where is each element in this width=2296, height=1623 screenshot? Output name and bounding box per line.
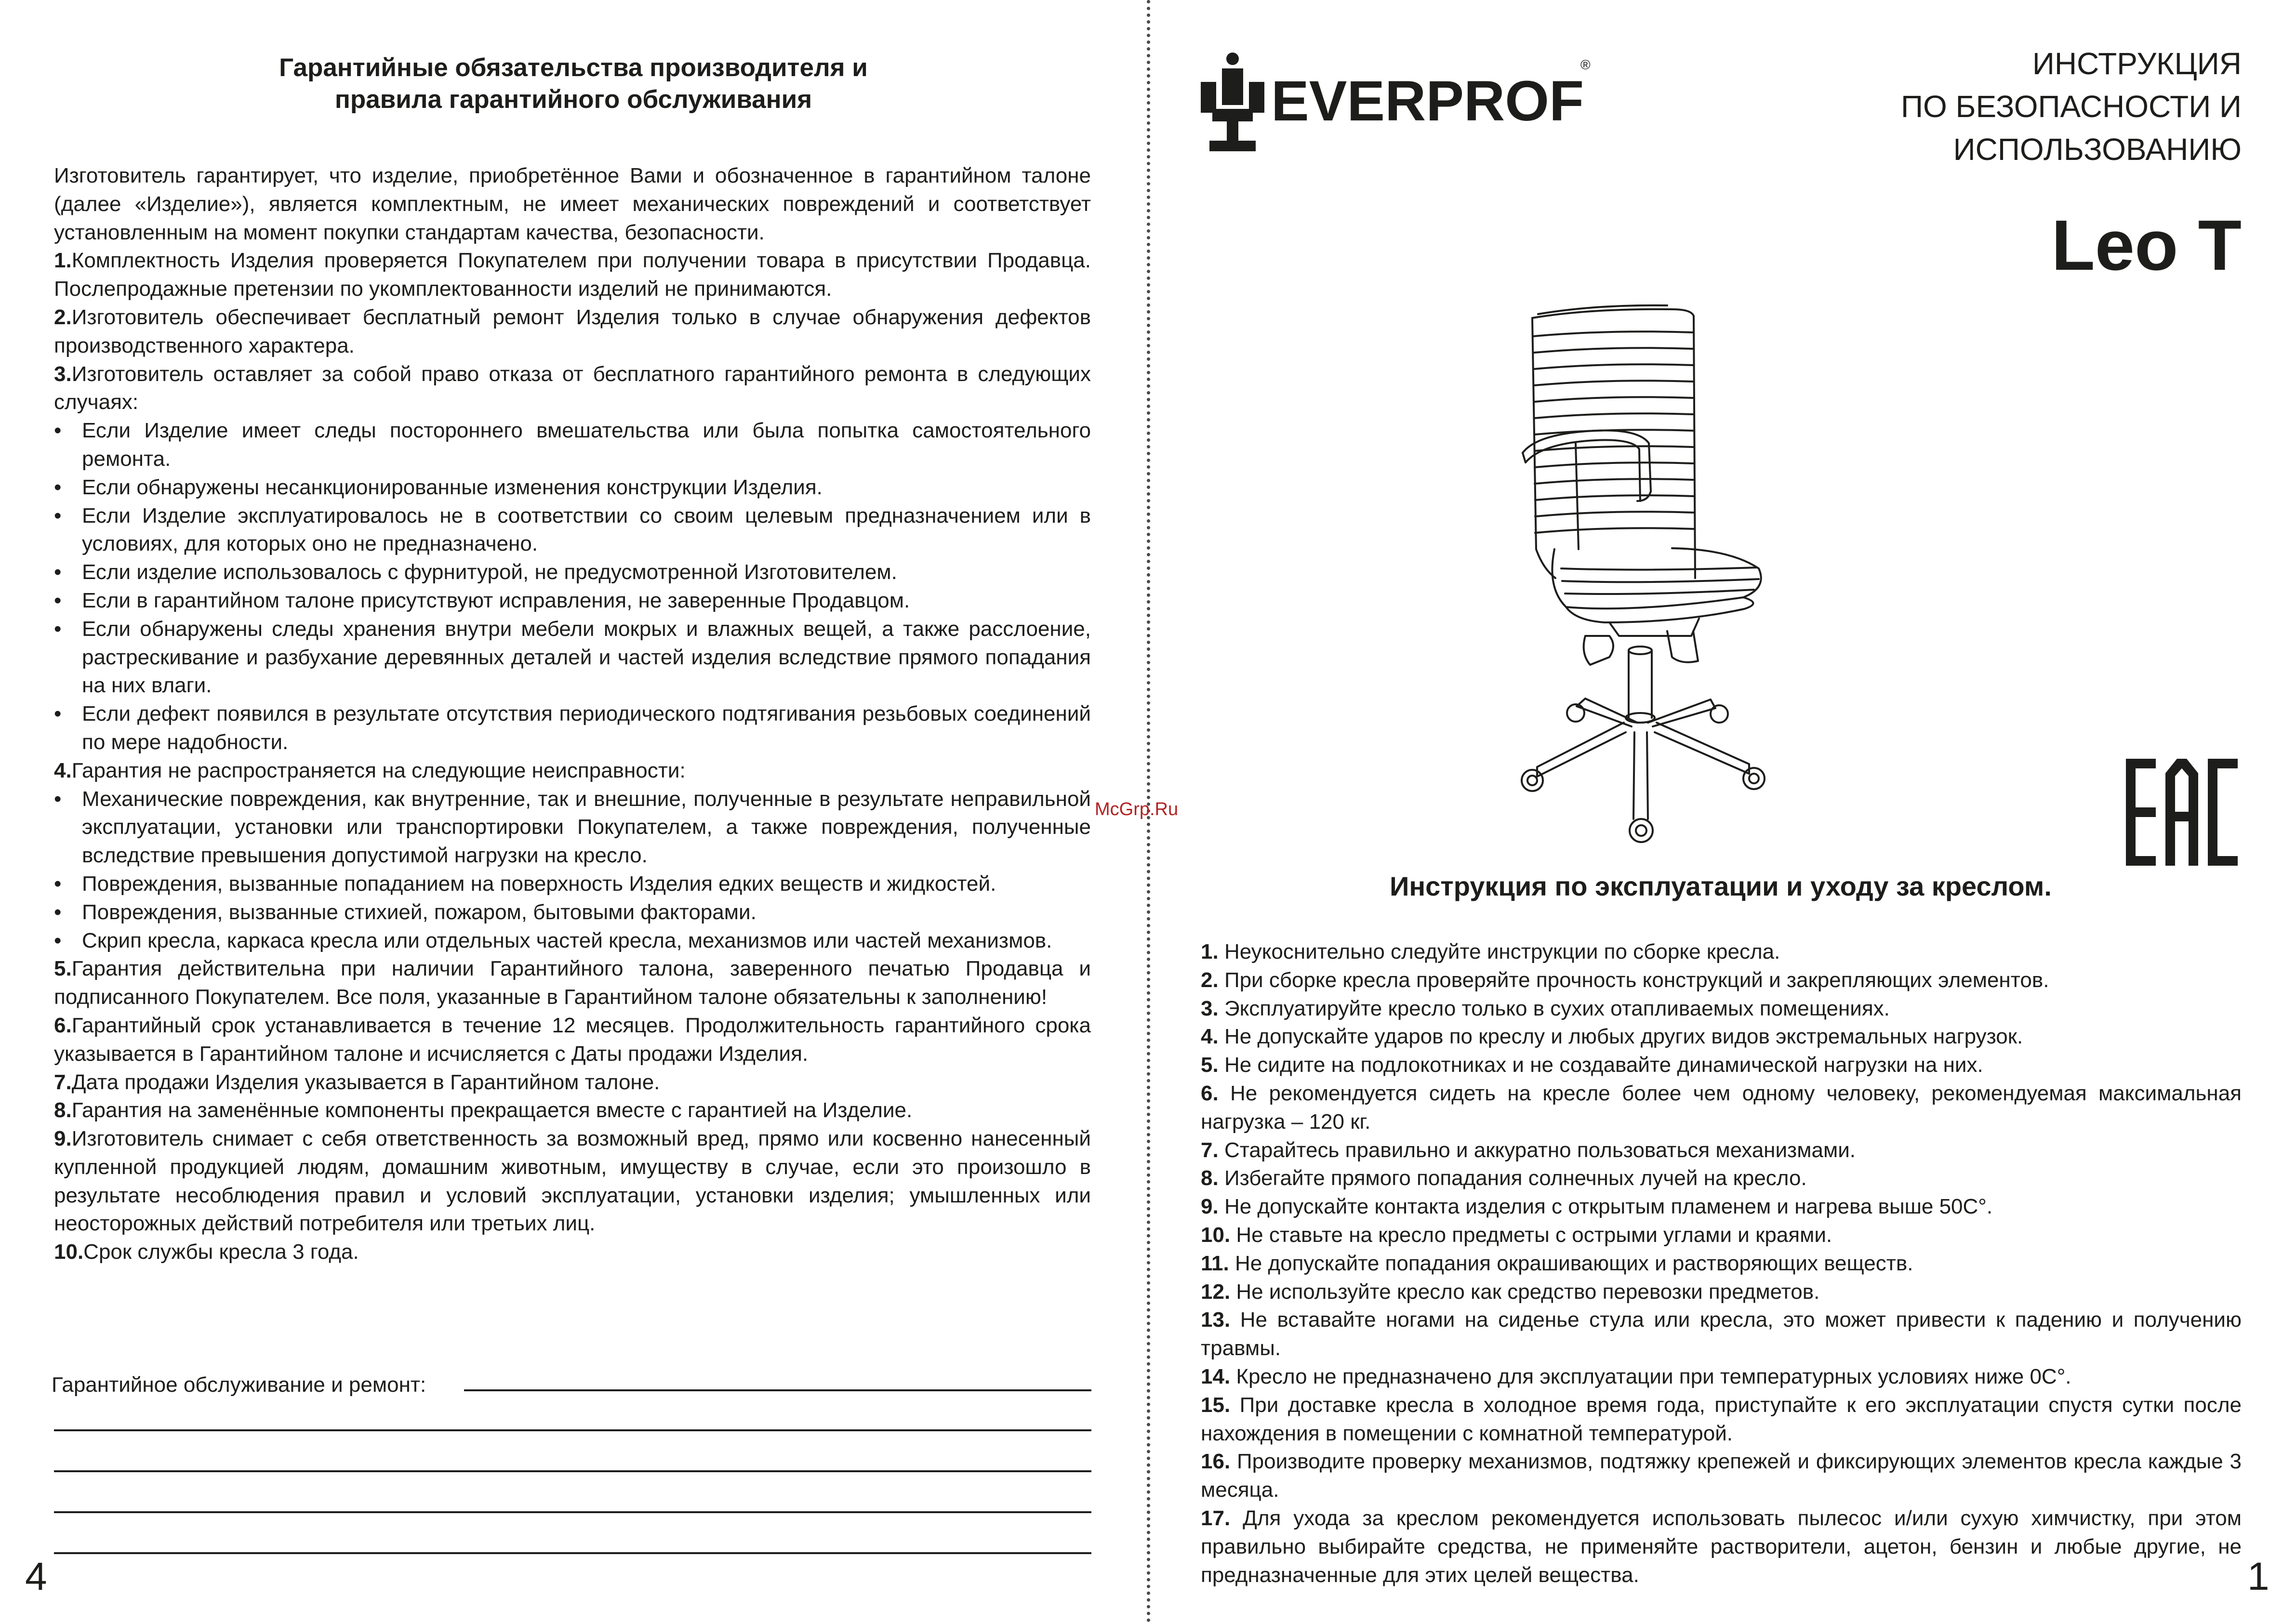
list-item bbox=[1201, 1023, 2242, 1051]
list-item bbox=[1201, 1278, 2242, 1306]
warranty-title-line1: Гарантийные обязательства производителя и bbox=[279, 53, 868, 82]
list-item: • Если Изделие имеет следы постороннего вмешательства или была попытка самостоятельного ремонта. bbox=[54, 417, 1091, 474]
eac-certification-icon bbox=[2126, 759, 2238, 866]
warranty-clause bbox=[54, 247, 1091, 303]
registered-mark: ® bbox=[1580, 57, 1591, 72]
item-text: Эксплуатируйте кресло только в сухих отапливаемых помещениях. bbox=[1224, 996, 1890, 1020]
item-text: Производите проверку механизмов, подтяжку крепежей и фиксирующих элементов кресла каждые 3 месяца. bbox=[1201, 1450, 2242, 1502]
caster-wheels bbox=[1522, 704, 1765, 842]
clause-number: 4. bbox=[54, 758, 72, 782]
warranty-clause bbox=[54, 1096, 1091, 1125]
clause-number: 9. bbox=[54, 1127, 72, 1151]
list-item: • Повреждения, вызванные попаданием на поверхность Изделия едких веществ и жидкостей. bbox=[54, 870, 1091, 898]
care-instructions bbox=[1201, 938, 2242, 1589]
service-line[interactable] bbox=[54, 1429, 1091, 1431]
list-item bbox=[1201, 938, 2242, 966]
refusal-list bbox=[54, 417, 1091, 757]
warranty-clause bbox=[54, 1069, 1091, 1097]
page-number: 4 bbox=[25, 1555, 47, 1598]
service-line[interactable] bbox=[54, 1511, 1091, 1513]
doc-title-line1: ИНСТРУКЦИЯ bbox=[2032, 46, 2242, 81]
list-item: • Если дефект появился в результате отсутствия периодического подтягивания резьбовых соединений по мере надобности. bbox=[54, 700, 1091, 757]
clause-text: Гарантийный срок устанавливается в течение 12 месяцев. Продолжительность гарантийного срока указывается в Гарантийном талоне и исчисляется с Даты продажи Изделия. bbox=[54, 1013, 1091, 1066]
clause-number: 2. bbox=[54, 305, 72, 329]
model-name: Leo T bbox=[2051, 206, 2242, 285]
warranty-clause bbox=[54, 1238, 1091, 1267]
chair-emblem-icon bbox=[1201, 53, 1264, 151]
warranty-intro: Изготовитель гарантирует, что изделие, приобретённое Вами и обозначенное в гарантийном талоне (далее «Изделие»), является комплектным, не имеет механических повреждений и соответствует установленным на момент покупки стандартам качества, безопасности. bbox=[54, 164, 1091, 244]
list-item: • Если изделие использовалось с фурнитурой, не предусмотренной Изготовителем. bbox=[54, 558, 1091, 587]
clause-number: 7. bbox=[54, 1070, 72, 1094]
warranty-clause bbox=[54, 360, 1091, 417]
list-item bbox=[1201, 1306, 2242, 1363]
brand-name: EVERPROF bbox=[1271, 69, 1584, 133]
list-item bbox=[1201, 1136, 2242, 1165]
list-item: • Если Изделие эксплуатировалось не в соответствии со своим целевым предназначением или в условиях, для которых оно не предназначено. bbox=[54, 502, 1091, 559]
list-item bbox=[1201, 966, 2242, 995]
clause-text: Гарантия действительна при наличии Гарантийного талона, заверенного печатью Продавца и подписанного Покупателем. Все поля, указанные в Гарантийном талоне обязательны к заполнению! bbox=[54, 957, 1091, 1009]
list-item: • Повреждения, вызванные стихией, пожаром, бытовыми факторами. bbox=[54, 898, 1091, 927]
item-number: 9. bbox=[1201, 1195, 1219, 1219]
list-item bbox=[1201, 1363, 2242, 1391]
warranty-clause bbox=[54, 955, 1091, 1012]
item-number: 13. bbox=[1201, 1308, 1231, 1332]
item-number: 8. bbox=[1201, 1166, 1219, 1190]
care-title: Инструкция по эксплуатации и уходу за креслом. bbox=[1390, 871, 2052, 901]
item-text: Не ставьте на кресло предметы с острыми углами и краями. bbox=[1236, 1223, 1832, 1247]
exclusions-list bbox=[54, 785, 1091, 955]
list-item: • Если в гарантийном талоне присутствуют исправления, не заверенные Продавцом. bbox=[54, 587, 1091, 615]
item-text: Не допускайте контакта изделия с открытым пламенем и нагрева выше 50С°. bbox=[1224, 1195, 1993, 1219]
item-text: Для ухода за креслом рекомендуется использовать пылесос и/или сухую химчистку, при этом правильно выбирайте средства, не применяйте растворители, ацетон, бензин и любые другие, не предназначенные для этих целей вещества. bbox=[1201, 1506, 2242, 1587]
item-number: 14. bbox=[1201, 1364, 1231, 1388]
list-item: • Если обнаружены следы хранения внутри мебели мокрых и влажных вещей, а также расслоение, растрескивание и разбухание деревянных деталей и частей изделия вследствие прямого попадания на них влаги. bbox=[54, 615, 1091, 700]
item-number: 12. bbox=[1201, 1280, 1231, 1304]
item-text: Не вставайте ногами на сиденье стула или кресла, это может привести к падению и получению травмы. bbox=[1201, 1308, 2242, 1360]
clause-number: 5. bbox=[54, 957, 72, 981]
item-text: Старайтесь правильно и аккуратно пользоваться механизмами. bbox=[1224, 1138, 1856, 1162]
list-item bbox=[1201, 1193, 2242, 1221]
item-number: 4. bbox=[1201, 1025, 1219, 1049]
item-number: 2. bbox=[1201, 968, 1219, 992]
clause-number: 1. bbox=[54, 249, 72, 273]
list-item bbox=[1201, 1164, 2242, 1193]
clause-text: Изготовитель снимает с себя ответственность за возможный вред, прямо или косвенно нанесенный купленной продукцией людям, домашним животным, имуществу в случае, если это произошло в результате несоблюдения правил и условий эксплуатации, установки изделия; умышленных или неосторожных действий потребителя или третьих лиц. bbox=[54, 1127, 1091, 1236]
item-number: 16. bbox=[1201, 1450, 1231, 1474]
warranty-title-line2: правила гарантийного обслуживания bbox=[334, 85, 812, 114]
item-text: Не сидите на подлокотниках и не создавайте динамической нагрузки на них. bbox=[1224, 1053, 1983, 1077]
clause-number: 6. bbox=[54, 1013, 72, 1037]
item-number: 7. bbox=[1201, 1138, 1219, 1162]
clause-text: Гарантия не распространяется на следующие неисправности: bbox=[71, 758, 686, 782]
list-item bbox=[1201, 1448, 2242, 1504]
backrest-slats bbox=[1533, 331, 1695, 533]
doc-title-line2: ПО БЕЗОПАСНОСТИ И bbox=[1900, 89, 2242, 124]
item-number: 3. bbox=[1201, 996, 1219, 1020]
list-item: • Если обнаружены несанкционированные изменения конструкции Изделия. bbox=[54, 474, 1091, 502]
item-number: 11. bbox=[1201, 1251, 1229, 1275]
doc-title-line3: ИСПОЛЬЗОВАНИЮ bbox=[1953, 132, 2242, 167]
item-number: 15. bbox=[1201, 1393, 1231, 1417]
service-line[interactable] bbox=[54, 1552, 1091, 1554]
item-number: 5. bbox=[1201, 1053, 1219, 1077]
item-number: 10. bbox=[1201, 1223, 1231, 1247]
list-item bbox=[1201, 1504, 2242, 1589]
watermark: McGrp.Ru bbox=[1095, 799, 1179, 819]
service-line[interactable] bbox=[54, 1470, 1091, 1472]
item-number: 17. bbox=[1201, 1506, 1231, 1530]
page-number: 1 bbox=[2247, 1555, 2269, 1598]
service-label: Гарантийное обслуживание и ремонт: bbox=[52, 1373, 426, 1397]
item-text: Не рекомендуется сидеть на кресле более чем одному человеку, рекомендуемая максимальная нагрузка – 120 кг. bbox=[1201, 1081, 2242, 1134]
clause-number: 8. bbox=[54, 1098, 72, 1122]
list-item bbox=[1201, 1221, 2242, 1250]
everprof-logo bbox=[1200, 52, 1595, 158]
list-item bbox=[1201, 995, 2242, 1023]
service-line[interactable] bbox=[464, 1389, 1091, 1391]
office-chair-illustration bbox=[1508, 299, 1913, 848]
item-text: Не допускайте ударов по креслу и любых других видов экстремальных нагрузок. bbox=[1224, 1025, 2023, 1049]
item-text: Не допускайте попадания окрашивающих и растворяющих веществ. bbox=[1234, 1251, 1913, 1275]
item-number: 1. bbox=[1201, 940, 1219, 963]
clause-text: Изготовитель оставляет за собой право отказа от бесплатного гарантийного ремонта в следующих случаях: bbox=[54, 362, 1091, 414]
warranty-title bbox=[53, 52, 1094, 116]
clause-text: Комплектность Изделия проверяется Покупателем при получении товара в присутствии Продавца. Послепродажные претензии по укомплектованности изделий не принимаются. bbox=[54, 249, 1091, 301]
clause-number: 10. bbox=[54, 1240, 84, 1264]
list-item: • Скрип кресла, каркаса кресла или отдельных частей кресла, механизмов или частей механизмов. bbox=[54, 927, 1091, 955]
clause-text: Гарантия на заменённые компоненты прекращается вместе с гарантией на Изделие. bbox=[71, 1098, 913, 1122]
item-text: Неукоснительно следуйте инструкции по сборке кресла. bbox=[1224, 940, 1780, 963]
clause-number: 3. bbox=[54, 362, 72, 386]
item-text: При доставке кресла в холодное время года, приступайте к его эксплуатации спустя сутки после нахождения в помещении с комнатной температурой. bbox=[1201, 1393, 2242, 1445]
item-number: 6. bbox=[1201, 1081, 1219, 1105]
list-item bbox=[1201, 1391, 2242, 1448]
item-text: При сборке кресла проверяйте прочность конструкций и закрепляющих элементов. bbox=[1224, 968, 2049, 992]
list-item bbox=[1201, 1250, 2242, 1278]
warranty-clause bbox=[54, 757, 1091, 785]
list-item bbox=[1201, 1051, 2242, 1080]
item-text: Кресло не предназначено для эксплуатации при температурных условиях ниже 0С°. bbox=[1236, 1364, 2071, 1388]
document-title bbox=[1808, 42, 2242, 171]
item-text: Не используйте кресло как средство перевозки предметов. bbox=[1236, 1280, 1820, 1304]
clause-text: Срок службы кресла 3 года. bbox=[83, 1240, 359, 1264]
clause-text: Дата продажи Изделия указывается в Гарантийном талоне. bbox=[71, 1070, 660, 1094]
warranty-clause bbox=[54, 303, 1091, 360]
item-text: Избегайте прямого попадания солнечных лучей на кресло. bbox=[1224, 1166, 1807, 1190]
list-item bbox=[1201, 1080, 2242, 1136]
warranty-clause bbox=[54, 1012, 1091, 1069]
warranty-clause bbox=[54, 1125, 1091, 1238]
list-item: • Механические повреждения, как внутренние, так и внешние, полученные в результате неправильной эксплуатации, установки или транспортировки Покупателем, а также повреждения, полученные вследствие превышения допустимой нагрузки на кресло. bbox=[54, 785, 1091, 870]
warranty-text bbox=[54, 162, 1091, 1267]
clause-text: Изготовитель обеспечивает бесплатный ремонт Изделия только в случае обнаружения дефектов производственного характера. bbox=[54, 305, 1091, 357]
